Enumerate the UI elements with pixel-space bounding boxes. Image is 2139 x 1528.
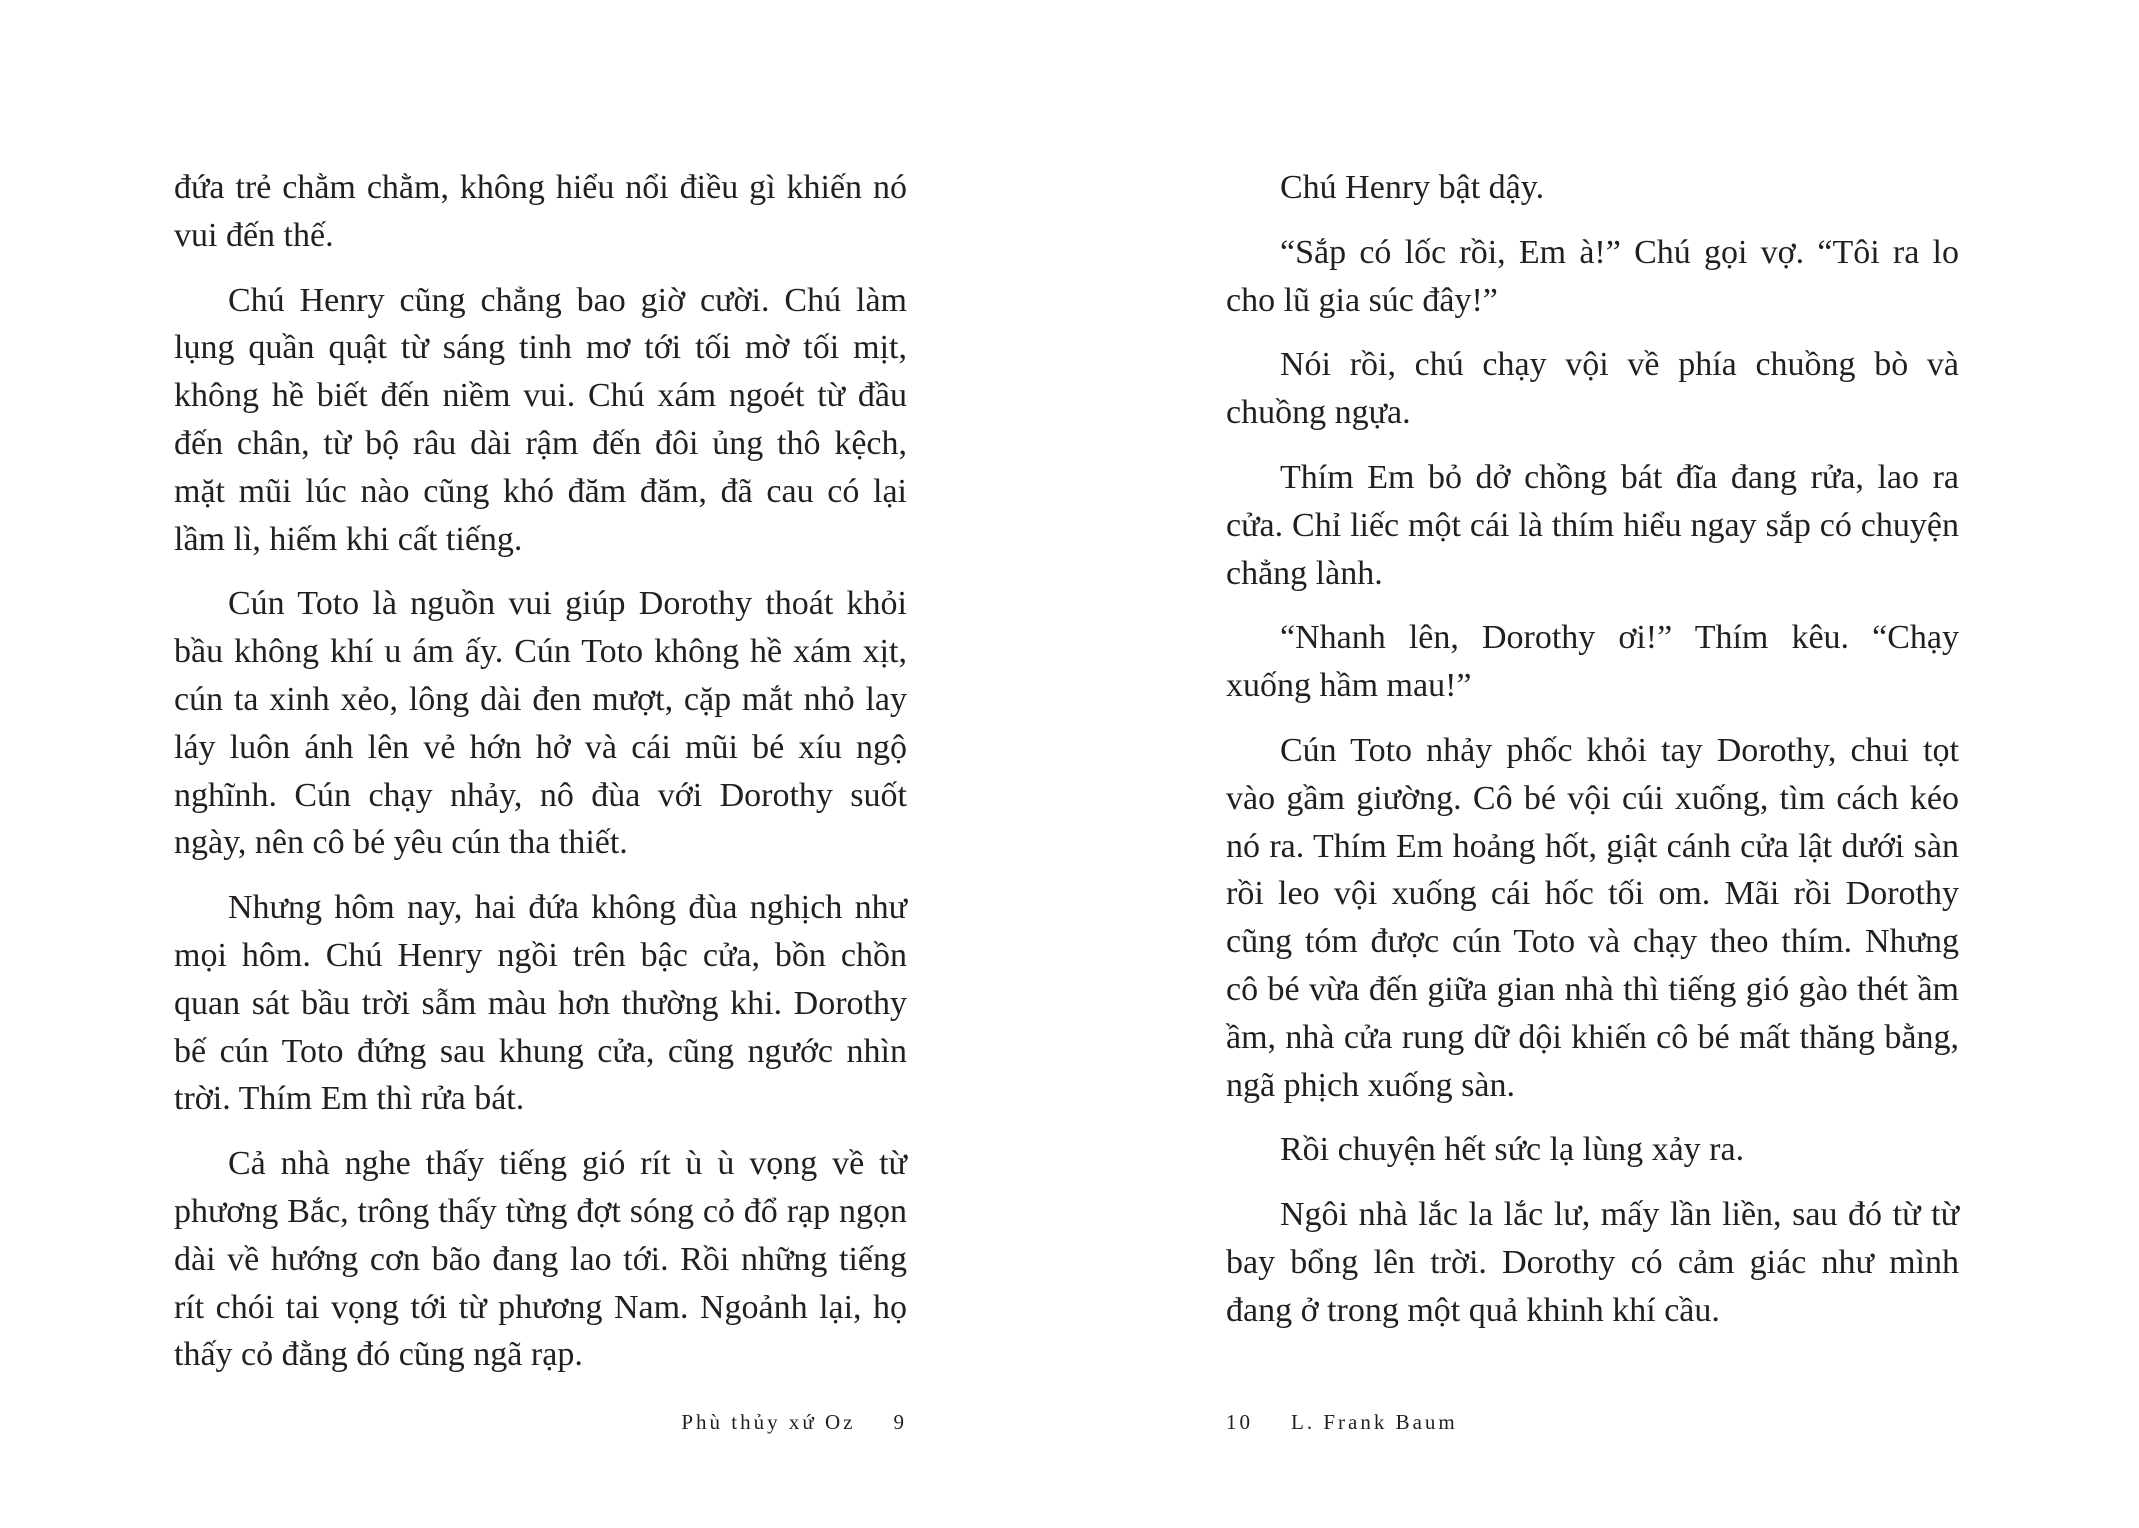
paragraph: Cả nhà nghe thấy tiếng gió rít ù ù vọng về từ phương Bắc, trông thấy từng đợt sóng cỏ đổ rạp ngọn dài về hướng cơn bão đang lao tới. Rồi những tiếng rít chói tai vọng tới từ phương Nam. Ngoảnh lại, họ thấy cỏ đằng đó cũng ngã rạp. <box>174 1145 907 1374</box>
paragraph: Cún Toto nhảy phốc khỏi tay Dorothy, chui tọt vào gầm giường. Cô bé vội cúi xuống, tìm cách kéo nó ra. Thím Em hoảng hốt, giật cánh cửa lật dưới sàn rồi leo vội xuống cái hốc tối om. Mãi rồi Dorothy cũng tóm được cún Toto và chạy theo thím. Nhưng cô bé vừa đến giữa gian nhà thì tiếng gió gào thét ầm ầm, nhà cửa rung dữ dội khiến cô bé mất thăng bằng, ngã phịch xuống sàn. <box>1226 731 1959 1104</box>
left-page-body <box>174 164 907 1396</box>
paragraph: Nói rồi, chú chạy vội về phía chuồng bò và chuồng ngựa. <box>1226 346 1959 432</box>
page-number: 10 <box>1226 1410 1253 1434</box>
paragraph: Thím Em bỏ dở chồng bát đĩa đang rửa, lao ra cửa. Chỉ liếc một cái là thím hiểu ngay sắp có chuyện chẳng lành. <box>1226 458 1959 592</box>
running-title: Phù thủy xứ Oz <box>681 1410 856 1434</box>
paragraph: đứa trẻ chằm chằm, không hiểu nổi điều gì khiến nó vui đến thế. <box>174 169 907 254</box>
paragraph: “Nhanh lên, Dorothy ơi!” Thím kêu. “Chạy xuống hầm mau!” <box>1226 619 1959 705</box>
right-page-body <box>1226 164 1959 1352</box>
right-page-footer <box>1226 1408 1458 1436</box>
page-number: 9 <box>893 1410 907 1434</box>
right-page <box>1069 0 2139 1528</box>
paragraph: Ngôi nhà lắc la lắc lư, mấy lần liền, sau đó từ từ bay bổng lên trời. Dorothy có cảm giác như mình đang ở trong một quả khinh khí cầu. <box>1226 1196 1959 1329</box>
paragraph: Nhưng hôm nay, hai đứa không đùa nghịch như mọi hôm. Chú Henry ngồi trên bậc cửa, bồn chồn quan sát bầu trời sẫm màu hơn thường khi. Dorothy bế cún Toto đứng sau khung cửa, cũng ngước nhìn trời. Thím Em thì rửa bát. <box>174 889 907 1118</box>
left-page <box>0 0 1069 1528</box>
paragraph: Chú Henry cũng chẳng bao giờ cười. Chú làm lụng quần quật từ sáng tinh mơ tới tối mờ tối mịt, không hề biết đến niềm vui. Chú xám ngoét từ đầu đến chân, từ bộ râu dài rậm đến đôi ủng thô kệch, mặt mũi lúc nào cũng khó đăm đăm, đã cau có lại lầm lì, hiếm khi cất tiếng. <box>174 281 907 558</box>
paragraph: Chú Henry bật dậy. <box>1280 169 1545 206</box>
paragraph: “Sắp có lốc rồi, Em à!” Chú gọi vợ. “Tôi ra lo cho lũ gia súc đây!” <box>1226 233 1959 319</box>
left-page-footer <box>681 1408 907 1436</box>
running-author: L. Frank Baum <box>1291 1410 1458 1434</box>
paragraph: Rồi chuyện hết sức lạ lùng xảy ra. <box>1280 1131 1745 1169</box>
paragraph: Cún Toto là nguồn vui giúp Dorothy thoát khỏi bầu không khí u ám ấy. Cún Toto không hề xám xịt, cún ta xinh xẻo, lông dài đen mượt, cặp mắt nhỏ lay láy luôn ánh lên vẻ hớn hở và cái mũi bé xíu ngộ nghĩnh. Cún chạy nhảy, nô đùa với Dorothy suốt ngày, nên cô bé yêu cún tha thiết. <box>174 585 907 862</box>
